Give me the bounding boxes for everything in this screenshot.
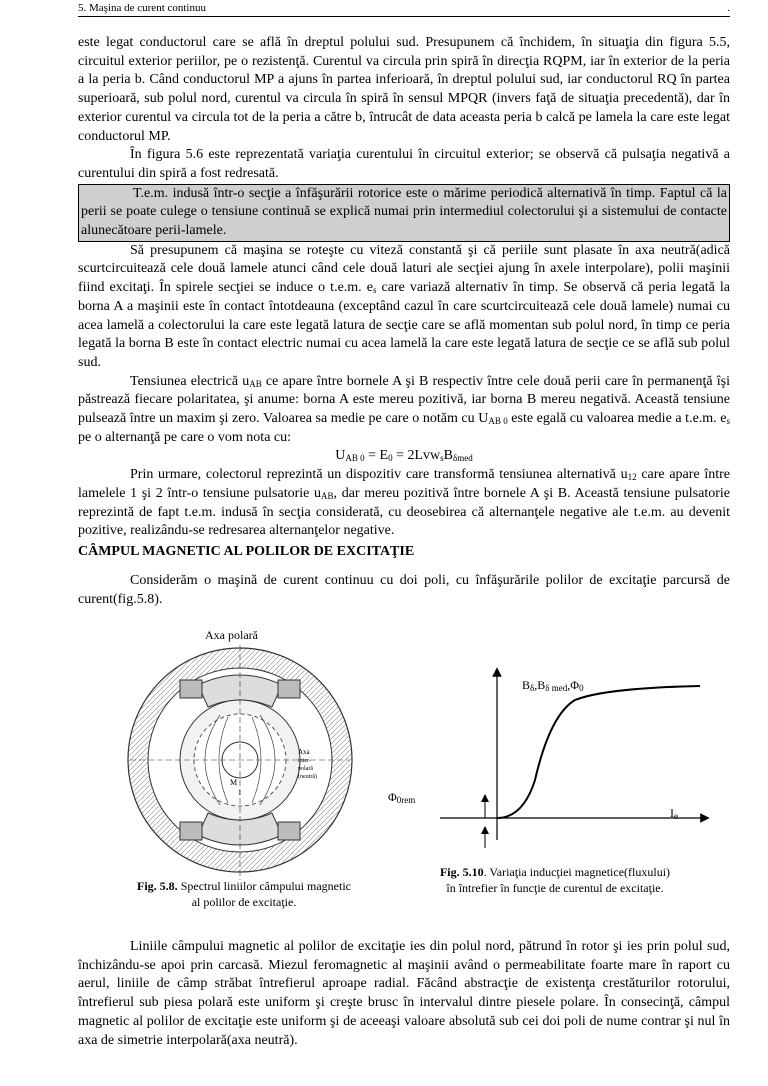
machine-field-diagram bbox=[110, 645, 370, 880]
body-text-top bbox=[78, 34, 730, 541]
paragraph-top: este legat conductorul care se află în dreptul polului sud. Presupunem că închidem, în situaţia din figura 5.5, circuitul exterior periilor, pe o rezistenţă. Curentul va circula prin spiră în direcţia RQPM, iar în exterior de la peria a la peria b. Când conductorul MP a ajuns în partea inferioară, în dreptul polului sud, iar conductorul RQ în partea superioară, sub polul nord, curentul va circula în spiră în sensul MPQR (invers faţă de situaţia precedentă), dar în exterior curentul va circula tot de la peria a către b, întrucât de data aceasta peria b calcă pe lamela la care este legat conductorul MP. bbox=[78, 35, 730, 144]
paragraph-collector: Prin urmare, colectorul reprezintă un dispozitiv care transformă tensiunea alternativă $u_{12}$ care apare între lamelele 1 şi 2 într-o tensiune pulsatorie $u_{AB}$, dar mereu pozitivă între bornele A şi B. Această tensiune pulsatorie reprezintă de fapt t.e.m. indusă în secţia considerată, cu deosebirea că alternanţele negative ale t.e.m. au devenit pozitive, realizându-se redresarea alternanţelor negative. bbox=[78, 467, 730, 539]
page-header bbox=[78, 2, 730, 17]
label-polar: polară bbox=[298, 766, 313, 772]
label-inter: inter- bbox=[298, 758, 311, 764]
label-m: M bbox=[230, 778, 238, 787]
paragraph-bottom: Liniile câmpului magnetic al polilor de excitaţie ies din polul nord, pătrund în rotor şi ies prin polul sud, închizându-se apoi prin carcasă. Miezul feromagnetic al maşinii având o permeabilitate foarte mare în raport cu aerul, liniile de câmp străbat întrefierul aproape radial. Făcând abstracţie de existenţa crestăturilor rotorului, întrefierul sub piesa polară este uniform şi creşte brusc în intervalul dintre piesele polare. În consecinţă, câmpul magnetic al polilor de excitaţie este uniform şi de aceeaşi valoare absolută sub cei doi poli de nume contrar şi nul în axa de simetrie interpolară(axa neutră). bbox=[78, 939, 730, 1048]
paragraph-consider: Considerăm o maşină de curent continuu cu doi poli, cu înfăşurările polilor de excitaţie parcursă de curent(fig.5.8). bbox=[78, 573, 730, 607]
highlighted-note: T.e.m. indusă într-o secţie a înfăşurării rotorice este o mărime periodică alternativă în timp. Faptul că la perii se poate culege o tensiune continuă se explică numai prin intermediul colectorului şi a sistemului de contacte alunecătoare perii-lamele. bbox=[78, 184, 730, 242]
formula: $U_{AB 0} = E_0 = 2Lvw_sB_{\delta med}$ bbox=[335, 448, 473, 464]
body-text-bottom bbox=[78, 938, 730, 1050]
label-axis: Axa bbox=[298, 748, 310, 756]
phi-rem-label: $\Phi_{0rem}$ bbox=[388, 790, 416, 805]
figure-caption-5-10: Fig. 5.10. Variaţia inducţiei magnetice(fluxului) în întrefier în funcţie de curentul de excitaţie. bbox=[439, 865, 671, 895]
paragraph-fig56: În figura 5.6 este reprezentată variaţia curentului în circuitul exterior; se observă că pulsaţia negativă a curentului din spiră a fost redresată. bbox=[78, 147, 730, 181]
label-1: 1 bbox=[238, 789, 242, 797]
chapter-title: 5. Maşina de curent continuu bbox=[78, 2, 206, 14]
header-dot: . bbox=[727, 2, 730, 14]
y-axis-label: $B_\delta,B_{\delta med},\Phi_0$ bbox=[522, 678, 584, 693]
paragraph-voltage: Tensiunea electrică $u_{AB}$ ce apare între bornele A şi B respectiv între cele două perii care în permanenţă îşi păstrează fiecare polaritatea, şi anume: borna A este mereu pozitivă, iar borna B mereu negativă. Această tensiune pulsează între un maxim şi zero. Valoarea sa medie pe care o notăm cu $U_{AB 0}$ este egală cu valoarea medie a t.e.m. $e_s$ pe o alternanţă pe care o vom nota cu: bbox=[78, 373, 730, 445]
paragraph-rotation: Să presupunem că maşina se roteşte cu viteză constantă şi că periile sunt plasate în axa neutră(adică scurtcircuitează cele două lamele atunci când cele două laturi ale secţiei ajung în axele interpolare), polii maşinii fiind excitaţi. În spirele secţiei se induce o t.e.m. $e_s$ care variază alternativ în timp. Se observă că peria legată la borna A a maşinii este în contact întotdeauna (exceptând cazul în care scurtcircuitează cele două lamele) numai cu acea lamelă a colectorului la care este legată latura de secţie care se află momentan sub polul nord, în timp ce peria legată la borna B este în contact electric numai cu acea lamelă la care este legată latura de secţie ce se află sub polul sud. bbox=[78, 242, 730, 370]
section-heading: CÂMPUL MAGNETIC AL POLILOR DE EXCITAŢIE bbox=[78, 544, 415, 559]
figure-caption-5-8: Fig. 5.8. Spectrul liniilor câmpului magnetic al polilor de excitaţie. bbox=[137, 879, 351, 909]
label-neutral: (neutră) bbox=[298, 774, 317, 780]
x-axis-label: $I_e$ bbox=[670, 806, 678, 821]
axis-label-polar: Axa polară bbox=[205, 628, 258, 642]
body-text-consider bbox=[78, 572, 730, 609]
